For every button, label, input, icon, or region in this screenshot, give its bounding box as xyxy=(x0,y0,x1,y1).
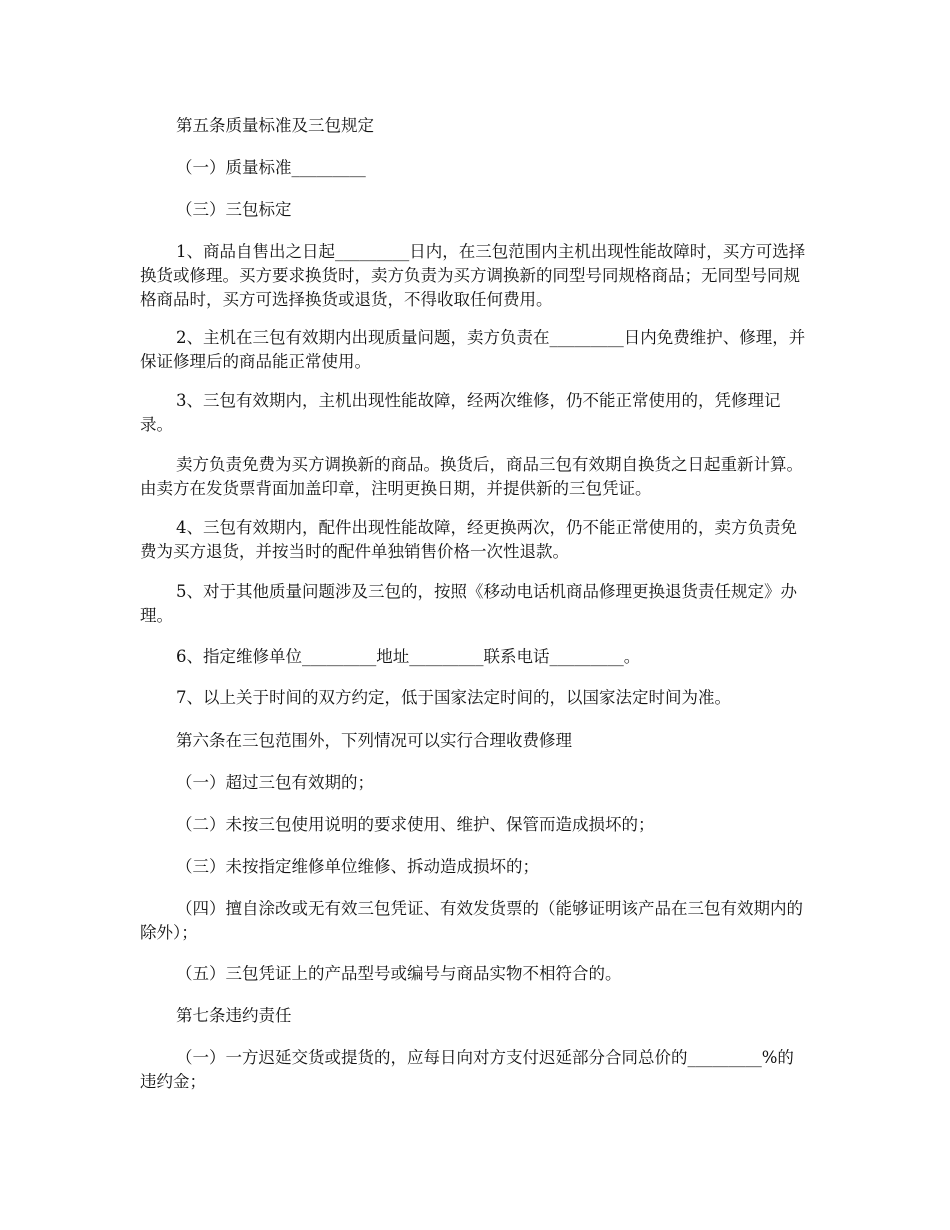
article-6-item-4: （四）擅自涂改或无有效三包凭证、有效发货票的（能够证明该产品在三包有效期内的除外）； xyxy=(140,899,803,942)
exchange-paragraph: 卖方负责免费为买方调换新的商品。换货后，商品三包有效期自换货之日起重新计算。由卖方在发货票背面加盖印章，注明更换日期，并提供新的三包凭证。 xyxy=(140,455,803,498)
clause-7: 7、以上关于时间的双方约定，低于国家法定时间的，以国家法定时间为准。 xyxy=(176,688,731,707)
article-5-heading: 第五条质量标准及三包规定 xyxy=(176,116,374,135)
article-6-heading: 第六条在三包范围外，下列情况可以实行合理收费修理 xyxy=(176,731,572,750)
article-6-item-3: （三）未按指定维修单位维修、拆动造成损坏的； xyxy=(176,857,539,876)
clause-6: 6、指定维修单位_________地址_________联系电话_________。 xyxy=(176,647,641,666)
clause-2: 2、主机在三包有效期内出现质量问题，卖方负责在_________日内免费维护、修理，并保证修理后的商品能正常使用。 xyxy=(140,328,806,371)
clause-5: 5、对于其他质量问题涉及三包的，按照《移动电话机商品修理更换退货责任规定》办理。 xyxy=(140,582,797,625)
quality-standard-item: （一）质量标准_________ xyxy=(176,158,366,177)
clause-3: 3、三包有效期内，主机出现性能故障，经两次维修，仍不能正常使用的，凭修理记录。 xyxy=(140,391,781,434)
article-6-item-1: （一）超过三包有效期的； xyxy=(176,773,374,792)
article-7-item-1: （一）一方迟延交货或提货的，应每日向对方支付迟延部分合同总价的_________%的违约金； xyxy=(140,1048,794,1091)
clause-1: 1、商品自售出之日起_________日内，在三包范围内主机出现性能故障时，买方可选择换货或修理。买方要求换货时，卖方负责为买方调换新的同型号同规格商品；无同型号同规格商品时，买方可选择换货或退货，不得收取任何费用。 xyxy=(140,242,806,309)
article-6-item-2: （二）未按三包使用说明的要求使用、维护、保管而造成损坏的； xyxy=(176,815,655,834)
article-7-heading: 第七条违约责任 xyxy=(176,1006,292,1025)
article-6-item-5: （五）三包凭证上的产品型号或编号与商品实物不相符合的。 xyxy=(176,964,622,983)
clause-4: 4、三包有效期内，配件出现性能故障，经更换两次，仍不能正常使用的，卖方负责免费为买方退货，并按当时的配件单独销售价格一次性退款。 xyxy=(140,518,797,561)
three-guarantee-heading: （三）三包标定 xyxy=(176,200,292,219)
